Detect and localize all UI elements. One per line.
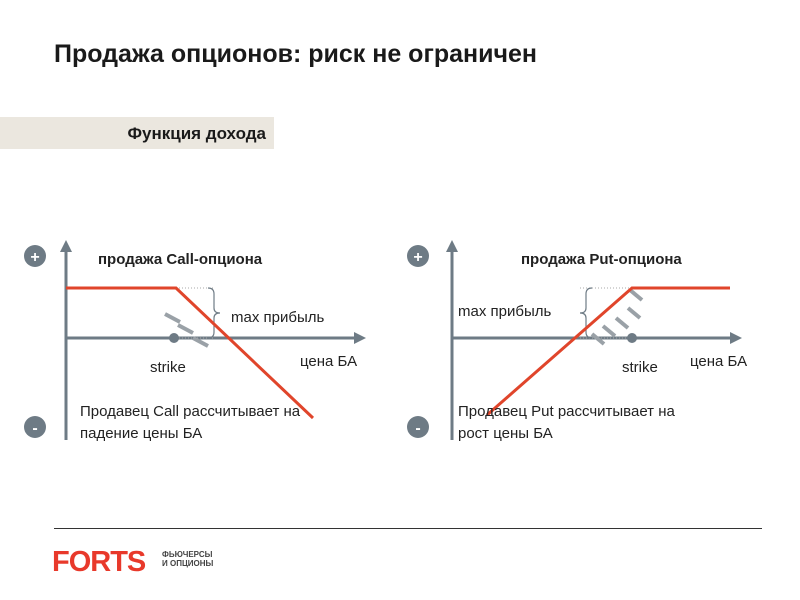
put-strike-label: strike <box>622 359 658 376</box>
call-max-profit-label: max прибыль <box>231 309 325 326</box>
put-y-axis-arrow <box>446 240 458 252</box>
call-diagram-title: продажа Call-опциона <box>98 251 263 268</box>
minus-badge-label: - <box>415 420 421 437</box>
logo-sub1: ФЬЮЧЕРСЫ <box>162 550 213 559</box>
call-y-axis-arrow <box>60 240 72 252</box>
call-strike-label: strike <box>150 359 186 376</box>
call-diagram <box>24 240 366 442</box>
put-hatch-2 <box>603 326 615 336</box>
put-axis-label: цена БА <box>690 353 748 370</box>
put-max-profit-label: max прибыль <box>458 303 552 320</box>
call-axis-label: цена БА <box>300 353 358 370</box>
call-x-axis-arrow <box>354 332 366 344</box>
plus-badge-label: + <box>413 249 423 266</box>
put-caption-line2: рост цены БА <box>458 425 553 442</box>
call-hatch-1 <box>165 314 180 322</box>
put-diagram-title: продажа Put-опциона <box>521 251 682 268</box>
page-title: Продажа опционов: риск не ограничен <box>54 40 538 68</box>
put-strike-dot <box>627 333 637 343</box>
section-header: Функция дохода <box>127 124 266 143</box>
footer-divider <box>54 528 762 529</box>
put-hatch-3 <box>616 318 628 328</box>
call-payoff-line <box>66 288 313 418</box>
call-caption-line2: падение цены БА <box>80 425 203 442</box>
plus-badge-label: + <box>30 249 40 266</box>
put-diagram <box>407 240 747 442</box>
logo-sub2: И ОПЦИОНЫ <box>162 559 214 568</box>
put-hatch-4 <box>628 308 640 318</box>
call-max-profit-brace <box>208 288 220 338</box>
put-caption-line1: Продавец Put рассчитывает на <box>458 403 675 420</box>
call-strike-dot <box>169 333 179 343</box>
minus-badge-label: - <box>32 420 38 437</box>
forts-logo <box>52 544 232 578</box>
put-x-axis-arrow <box>730 332 742 344</box>
call-caption-line1: Продавец Call рассчитывает на <box>80 403 301 420</box>
put-hatch-5 <box>630 290 642 300</box>
call-hatch-2 <box>178 325 193 333</box>
logo-text: FORTS <box>52 546 146 578</box>
